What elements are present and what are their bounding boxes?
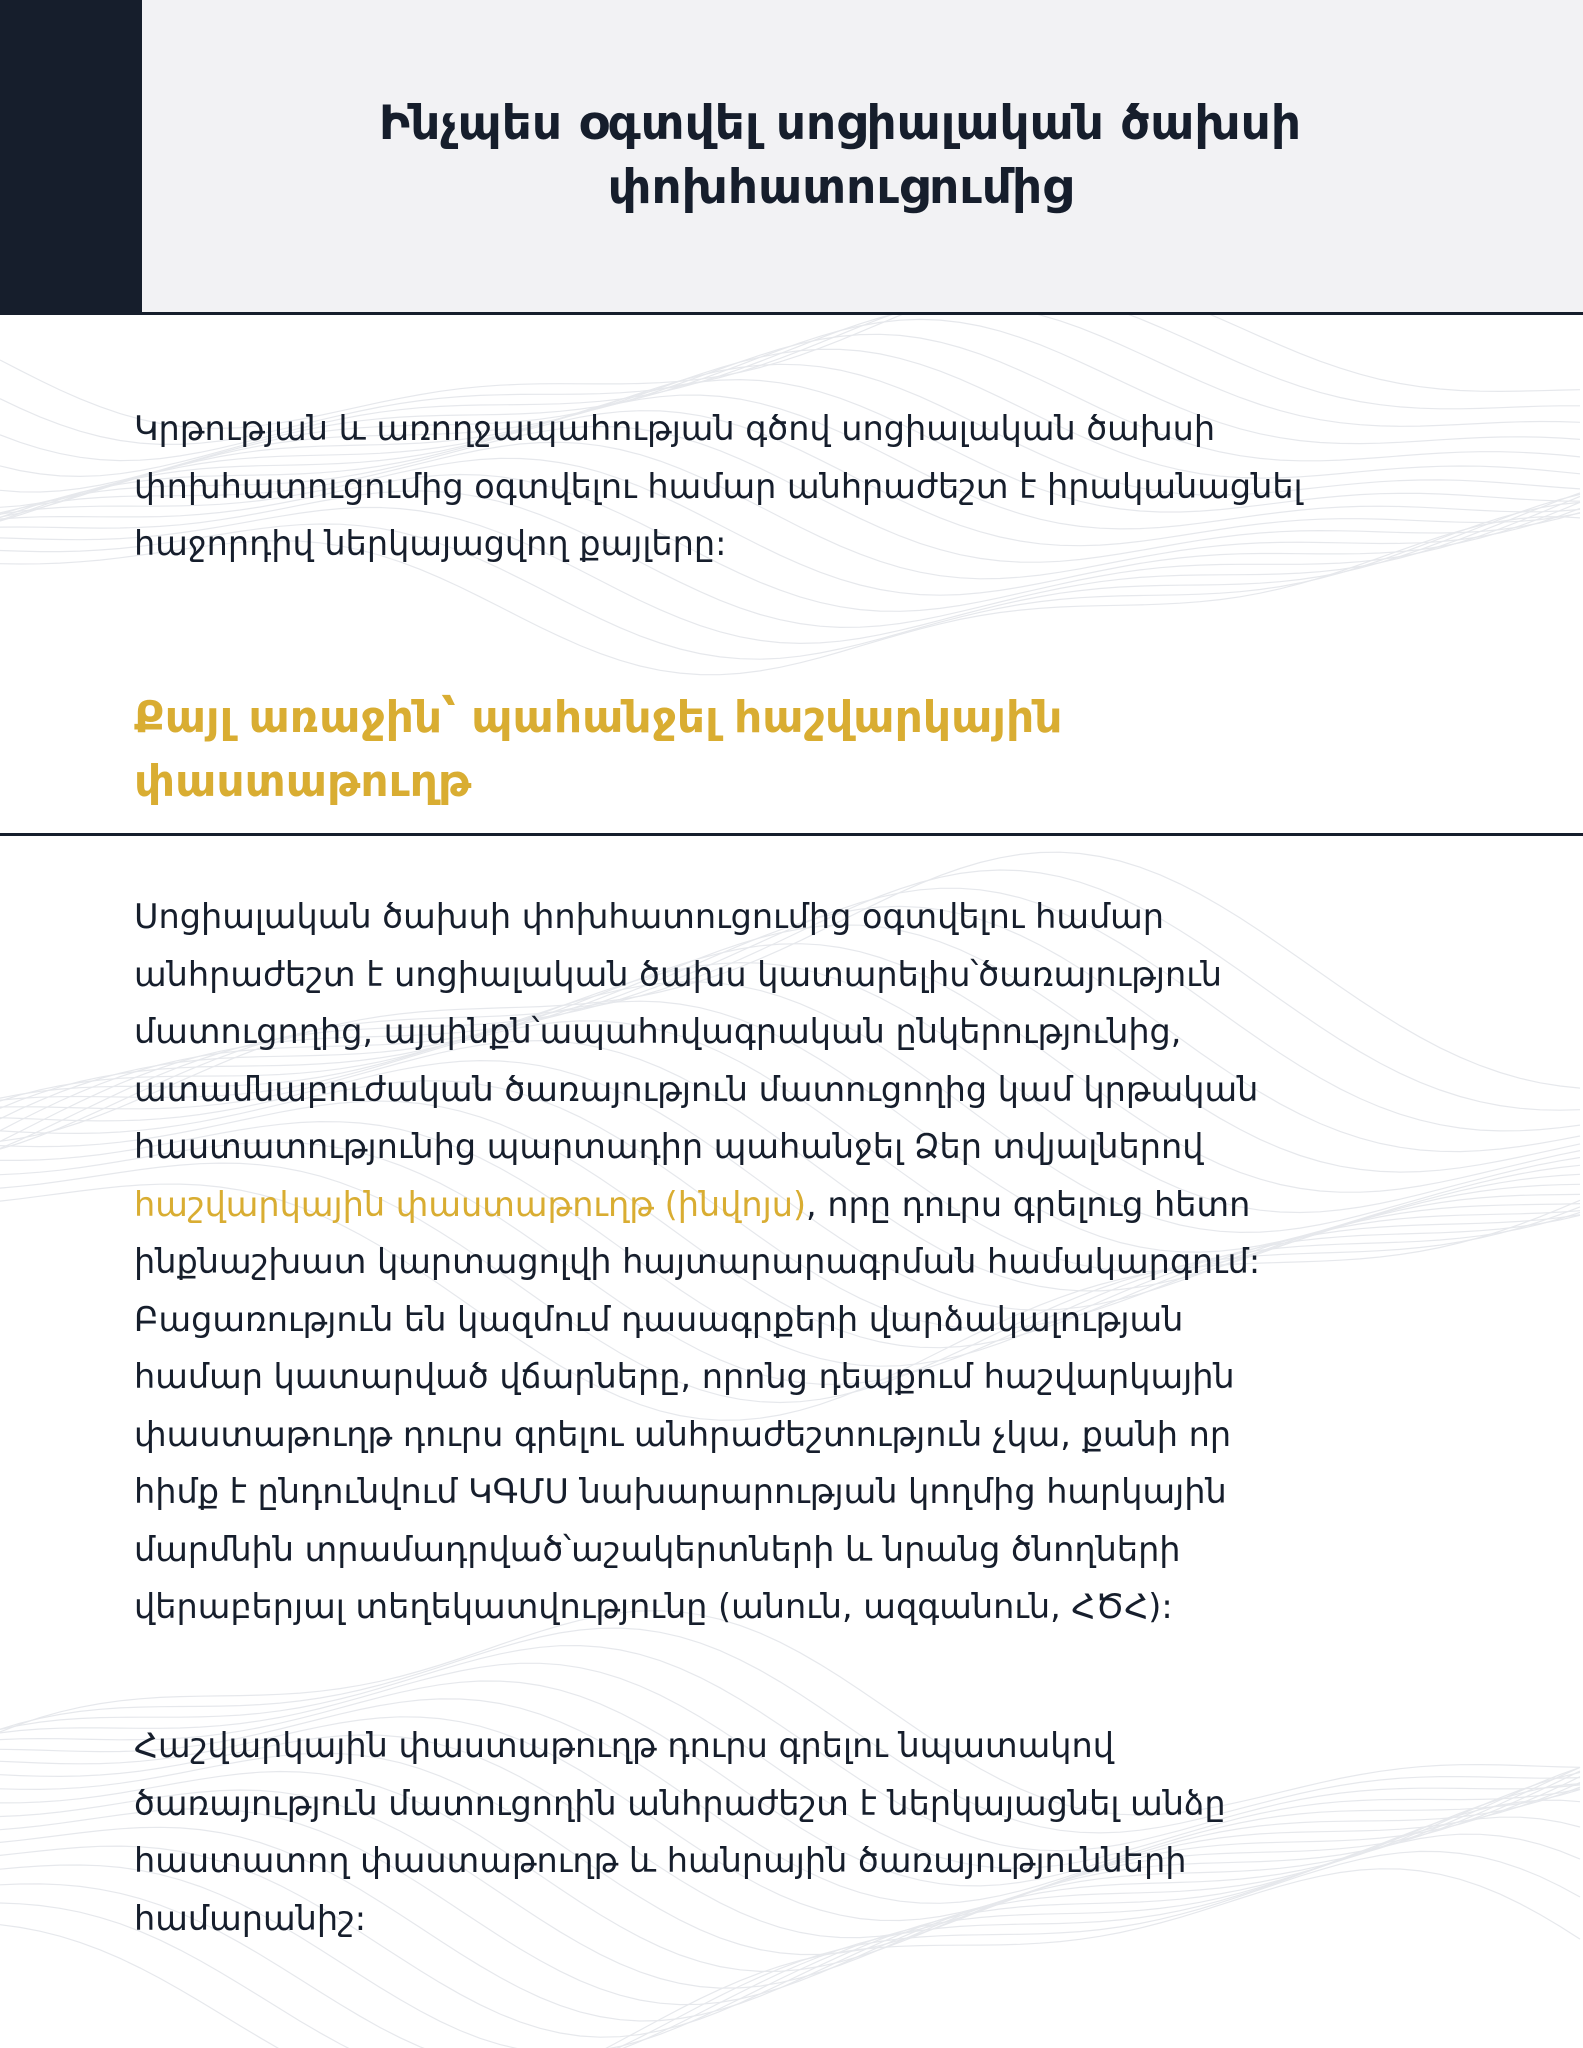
section-divider <box>0 833 1583 836</box>
intro-line-2: փոխհատուցումից օգտվելու համար անհրաժեշտ է իրականացնել <box>134 466 1303 506</box>
paragraph-2-line-4: համարանիշ: <box>134 1898 367 1938</box>
intro-paragraph <box>134 400 1303 573</box>
paragraph-1-line-9: համար կատարված վճարները, որոնց դեպքում հաշվարկային <box>134 1357 1235 1396</box>
paragraph-1-line-1: Սոցիալական ծախսի փոխհատուցումից օգտվելու համար <box>134 897 1165 936</box>
section-paragraph-2 <box>134 1717 1226 1947</box>
invoice-highlight: հաշվարկային փաստաթուղթ (ինվոյս) <box>134 1184 807 1224</box>
paragraph-1-line-3: մատուցողից, այսինքն՝ապահովագրական ընկերությունից, <box>134 1012 1182 1051</box>
header-accent-bar <box>0 0 142 313</box>
intro-line-1: Կրթության և առողջապահության գծով սոցիալական ծախսի <box>134 409 1216 448</box>
paragraph-1-line-5: հաստատությունից պարտադիր պահանջել Ձեր տվյալներով <box>134 1127 1204 1166</box>
paragraph-1-line-4: ատամնաբուժական ծառայություն մատուցողից կամ կրթական <box>134 1069 1259 1109</box>
section-paragraph-1 <box>134 888 1260 1636</box>
invoice-highlight-tail: , որը դուրս գրելուց հետո <box>806 1184 1251 1224</box>
section-heading-line-1: Քայլ առաջին՝ պահանջել հաշվարկային <box>134 692 1063 743</box>
intro-line-3: հաջորդիվ ներկայացվող քայլերը: <box>134 524 727 563</box>
paragraph-1-line-8: Բացառություն են կազմում դասագրքերի վարձակալության <box>134 1299 1184 1339</box>
paragraph-1-line-13: վերաբերյալ տեղեկատվությունը (անուն, ազգանուն, ՀԾՀ): <box>134 1587 1173 1626</box>
paragraph-1-line-2: անհրաժեշտ է սոցիալական ծախս կատարելիս՝ծառայություն <box>134 954 1222 994</box>
paragraph-2-line-3: հաստատող փաստաթուղթ և հանրային ծառայությունների <box>134 1841 1187 1880</box>
page-title-line-1: Ինչպես օգտվել սոցիալական ծախսի <box>378 96 1302 151</box>
paragraph-2-line-2: ծառայություն մատուցողին անհրաժեշտ է ներկայացնել անձը <box>134 1783 1226 1823</box>
paragraph-1-line-11: հիմք է ընդունվում ԿԳՄՍ նախարարության կողմից հարկային <box>134 1472 1227 1511</box>
paragraph-2-line-1: Հաշվարկային փաստաթուղթ դուրս գրելու նպատակով <box>134 1726 1114 1765</box>
page-title-line-2: փոխհատուցումից <box>607 160 1073 215</box>
paragraph-1-line-7: ինքնաշխատ կարտացոլվի հայտարարագրման համակարգում: <box>134 1242 1261 1281</box>
paragraph-1-line-6 <box>134 1176 1260 1234</box>
paragraph-1-line-10: փաստաթուղթ դուրս գրելու անհրաժեշտություն չկա, քանի որ <box>134 1414 1232 1454</box>
header-divider <box>0 312 1583 315</box>
section-heading <box>134 686 1063 814</box>
paragraph-1-line-12: մարմնին տրամադրված՝աշակերտների և նրանց ծնողների <box>134 1529 1181 1569</box>
page-title <box>300 92 1380 220</box>
section-heading-line-2: փաստաթուղթ <box>134 756 472 807</box>
